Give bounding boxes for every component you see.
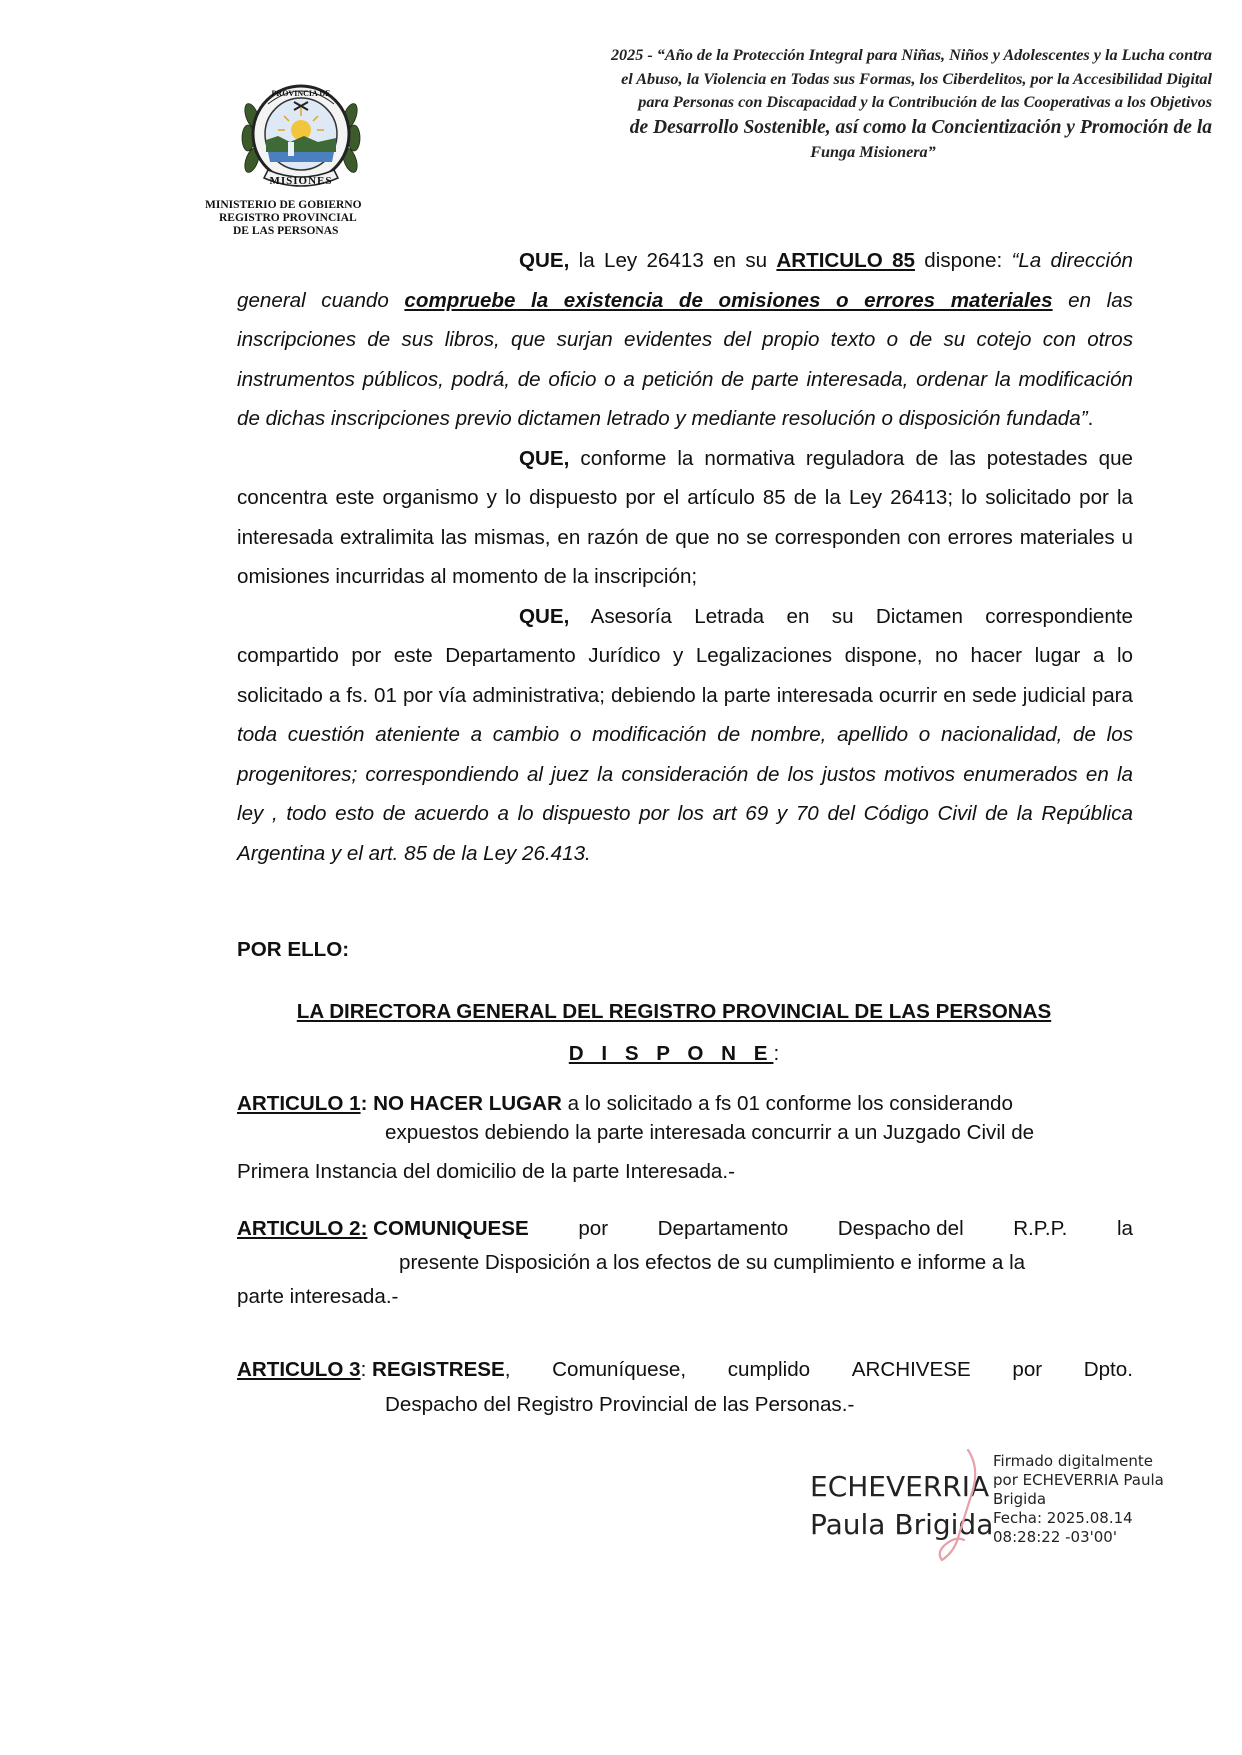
article-1-bold: NO HACER LUGAR xyxy=(367,1092,562,1115)
para2-text: conforme la normativa reguladora de las potestades que concentra este organismo y lo dispuesto por el artículo 85 de la Ley 26413; lo solicitado por la interesada extralimita las mismas, en razón de que no se corresponden con errores materiales u omisiones incurridas al momento de la inscripción; xyxy=(237,446,1133,588)
article-3-colon: : xyxy=(360,1358,367,1381)
motto-line-2: el Abuso, la Violencia en Todas sus Formas, los Ciberdelitos, por la Accesibilidad Digital xyxy=(621,69,1212,88)
directora-heading: LA DIRECTORA GENERAL DEL REGISTRO PROVINCIAL DE LAS PERSONAS xyxy=(296,1000,1052,1023)
signature-time: 08:28:22 -03'00' xyxy=(993,1528,1117,1546)
ministry-line-2: REGISTRO PROVINCIAL xyxy=(219,212,357,224)
article-3-word: por xyxy=(1012,1358,1043,1381)
article-1-line-2: expuestos debiendo la parte interesada concurrir a un Juzgado Civil de xyxy=(385,1121,1035,1144)
signature-detail-line: por ECHEVERRIA Paula xyxy=(993,1471,1164,1489)
article-1-line-1: a lo solicitado a fs 01 conforme los considerando xyxy=(561,1092,1013,1115)
ministry-line-1: MINISTERIO DE GOBIERNO xyxy=(205,199,362,211)
article-2 xyxy=(237,1214,1133,1311)
que-label: QUE, xyxy=(519,249,570,272)
article-1-label: ARTICULO 1 xyxy=(237,1092,361,1115)
signer-name-line-2: Paula Brigida xyxy=(810,1508,994,1541)
para1-text-1: la Ley 26413 en su xyxy=(569,249,777,272)
para1-quote-1: “La dirección general cuando xyxy=(237,249,1133,312)
article-85-ref: ARTICULO 85 xyxy=(776,249,915,272)
article-2-label: ARTICULO 2: xyxy=(237,1217,368,1240)
article-2-word: R.P.P. xyxy=(1013,1217,1068,1240)
para1-text-2: dispone: xyxy=(915,249,1012,272)
para1-quote-2: en las inscripciones de sus libros, que surjan evidentes del propio texto o de su cotejo con otros instrumentos públicos, podrá, de oficio o a petición de parte interesada, ordenar la modificación de dichas inscripciones previo dictamen letrado y mediante resolución o disposición fundada” xyxy=(237,288,1133,430)
signature-detail-line: Brigida xyxy=(993,1490,1047,1508)
motto-line-4: de Desarrollo Sostenible, así como la Concientización y Promoción de la xyxy=(629,116,1212,138)
signature-mark xyxy=(928,1448,988,1563)
article-2-word: Departamento xyxy=(657,1217,789,1240)
article-3-line-2: Despacho del Registro Provincial de las Personas.- xyxy=(385,1393,855,1416)
motto-line-1: 2025 - “Año de la Protección Integral para Niñas, Niños y Adolescentes y la Lucha contra xyxy=(610,46,1212,64)
dispone-colon: : xyxy=(773,1042,780,1065)
article-2-line-3: parte interesada.- xyxy=(237,1285,399,1308)
para3-text: Asesoría Letrada en su Dictamen correspondiente compartido por este Departamento Jurídico y Legalizaciones dispone, no hacer lugar a lo solicitado a fs. 01 por vía administrativa; debiendo la parte interesada ocurrir en sede judicial para xyxy=(237,604,1133,707)
article-3 xyxy=(237,1355,1133,1419)
ministry-line-3: DE LAS PERSONAS xyxy=(233,225,339,237)
seal-bottom-text: MISIONES xyxy=(269,175,333,187)
signer-name-line-1: ECHEVERRIA xyxy=(810,1470,990,1503)
considerandos xyxy=(237,241,1133,873)
article-2-word: la xyxy=(1116,1217,1133,1240)
article-1 xyxy=(237,1089,1157,1186)
para1-quote-underlined: compruebe la existencia de omisiones o errores materiales xyxy=(404,288,1053,312)
seal-top-text: PROVINCIA DE xyxy=(271,89,331,98)
article-2-word: Despacho del xyxy=(837,1217,964,1240)
dispone-word: D I S P O N E xyxy=(568,1042,774,1065)
ministry-block xyxy=(205,199,405,238)
article-3-label: ARTICULO 3 xyxy=(237,1358,361,1381)
motto-line-3: para Personas con Discapacidad y la Contribución de las Cooperativas a los Objetivos xyxy=(638,93,1212,111)
article-1-colon: : xyxy=(360,1092,368,1115)
article-3-word: cumplido xyxy=(727,1358,811,1381)
signature-detail-line: Firmado digitalmente xyxy=(993,1452,1153,1470)
paragraph-que-3 xyxy=(237,597,1133,874)
motto-line-5: Funga Misionera” xyxy=(810,142,936,161)
article-3-word: Dpto. xyxy=(1083,1358,1133,1381)
article-3-word: Comuníquese, xyxy=(552,1358,687,1381)
que-label: QUE, xyxy=(519,604,570,628)
paragraph-que-1 xyxy=(237,241,1133,439)
article-3-comma: , xyxy=(504,1358,511,1381)
para3-italic: toda cuestión ateniente a cambio o modificación de nombre, apellido o nacionalidad, de los progenitores; correspondiendo al juez la consideración de los justos motivos enumerados en la ley , todo esto de acuerdo a lo dispuesto por los art 69 y 70 del Código Civil de la República Argentina y el art. 85 de la Ley 26.413. xyxy=(237,723,1133,865)
article-2-line-2: presente Disposición a los efectos de su cumplimiento e informe a la xyxy=(399,1251,1026,1274)
article-3-word: ARCHIVESE xyxy=(851,1358,971,1381)
para1-end: . xyxy=(1087,407,1094,430)
article-2-bold: COMUNIQUESE xyxy=(373,1217,529,1240)
por-ello: POR ELLO: xyxy=(237,938,350,961)
que-label: QUE, xyxy=(519,446,570,470)
signature-details xyxy=(993,1452,1164,1547)
year-motto xyxy=(494,44,1212,164)
article-3-bold: REGISTRESE xyxy=(372,1358,505,1381)
article-2-word: por xyxy=(578,1217,609,1240)
article-1-line-3: Primera Instancia del domicilio de la parte Interesada.- xyxy=(237,1160,735,1183)
signature-date: Fecha: 2025.08.14 xyxy=(993,1509,1133,1527)
dispone-heading xyxy=(237,1042,1111,1066)
province-seal xyxy=(238,78,364,196)
paragraph-que-2 xyxy=(237,439,1133,597)
